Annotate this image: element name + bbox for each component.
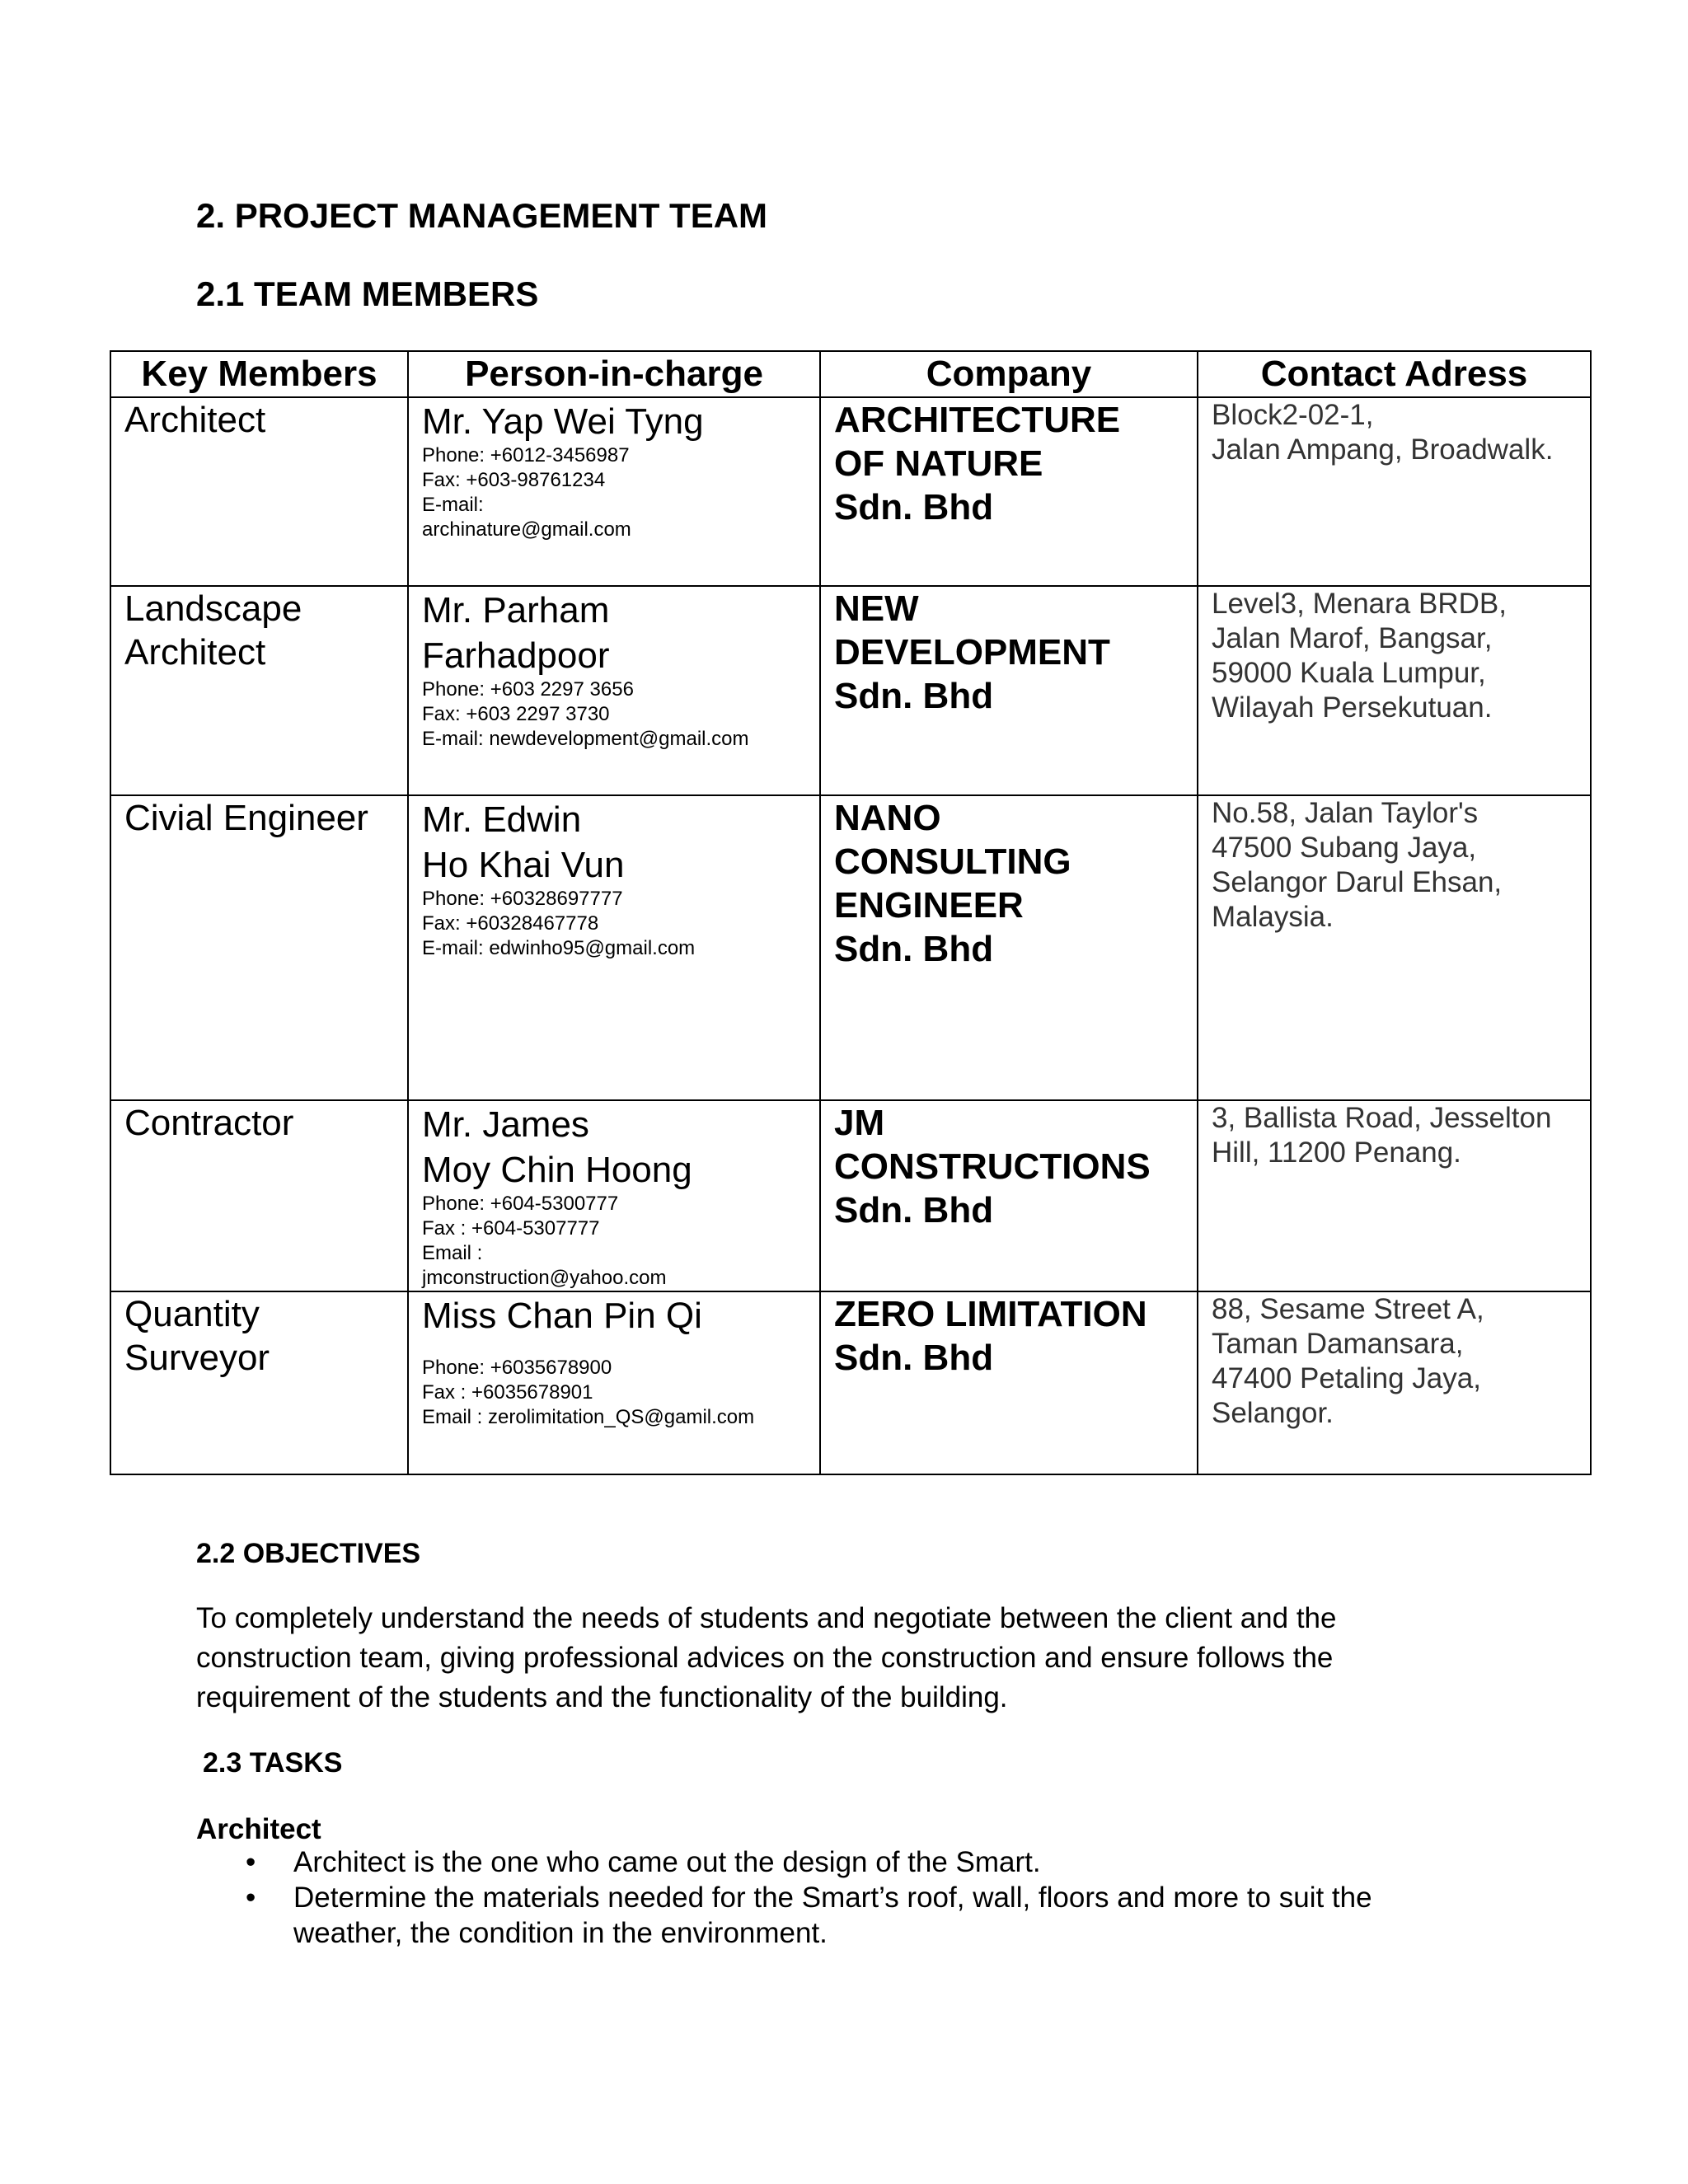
company-name-line: Sdn. Bhd [834,487,994,527]
address-line: 47500 Subang Jaya, [1212,832,1477,864]
person-name: Mr. James [422,1104,589,1145]
address-line: 88, Sesame Street A, [1212,1293,1484,1325]
person-contact-line: E-mail: [422,494,484,516]
objectives-heading: 2.2 OBJECTIVES [196,1538,421,1569]
bullet-icon: • [246,1882,256,1914]
cell-company [820,1100,1198,1291]
cell-company [820,795,1198,1100]
person-contact-line: Fax : +604-5307777 [422,1217,600,1240]
company-name-line: JM [834,1103,885,1143]
cell-contact-address [1198,1291,1591,1474]
cell-key-member [110,397,408,586]
architect-task-list [196,1844,1482,1951]
person-contact-line: Email : [422,1242,483,1264]
person-contact-line: E-mail: edwinho95@gmail.com [422,937,696,959]
key-member-text: Surveyor [124,1338,270,1378]
objectives-paragraph: To completely understand the needs of students and negotiate between the client and the construction team, giving professional advices on the construction and ensure follows the requirement of the students and the functionality of the building. [196,1602,1337,1713]
cell-contact-address [1198,397,1591,586]
cell-person-in-charge [408,1100,820,1291]
company-name-line: NANO [834,798,941,838]
company-name-line: ZERO LIMITATION [834,1294,1147,1334]
cell-key-member [110,795,408,1100]
cell-person-in-charge [408,795,820,1100]
header-company: Company [820,351,1198,397]
list-item [196,1880,1482,1951]
cell-company [820,397,1198,586]
table-row [110,1100,1591,1291]
table-row [110,1291,1591,1474]
team-members-table [110,350,1592,1475]
cell-key-member [110,1291,408,1474]
table-row [110,795,1591,1100]
task-text: Architect is the one who came out the design of the Smart. [293,1846,1041,1878]
team-members-heading: 2.1 TEAM MEMBERS [196,274,539,313]
cell-company [820,586,1198,795]
person-contact-line: Fax: +603-98761234 [422,469,606,491]
person-contact-line: Phone: +6035678900 [422,1357,612,1379]
key-member-text: Contractor [124,1103,294,1143]
cell-contact-address [1198,586,1591,795]
cell-key-member [110,586,408,795]
table-row [110,397,1591,586]
tasks-heading: 2.3 TASKS [203,1747,343,1779]
cell-contact-address [1198,1100,1591,1291]
address-line: Selangor Darul Ehsan, [1212,866,1503,898]
cell-contact-address [1198,795,1591,1100]
company-name-line: OF NATURE [834,443,1043,484]
header-contact-address: Contact Adress [1198,351,1591,397]
key-member-text: Architect [124,632,266,673]
company-name-line: Sdn. Bhd [834,1338,994,1378]
person-name: Ho Khai Vun [422,845,625,885]
person-contact-line: Fax : +6035678901 [422,1381,593,1404]
bullet-icon: • [246,1846,256,1878]
address-line: Hill, 11200 Penang. [1212,1137,1461,1169]
person-name: Farhadpoor [422,635,610,676]
person-contact-line: Phone: +604-5300777 [422,1193,619,1215]
person-contact-line: Phone: +603 2297 3656 [422,678,634,701]
person-contact-line: Fax: +60328467778 [422,912,599,935]
company-name-line: CONSULTING [834,841,1071,882]
person-name: Moy Chin Hoong [422,1150,692,1190]
company-name-line: NEW [834,588,919,629]
key-member-text: Civial Engineer [124,798,368,838]
cell-person-in-charge [408,586,820,795]
company-name-line: Sdn. Bhd [834,929,994,969]
address-line: Jalan Marof, Bangsar, [1212,622,1493,654]
header-key-members: Key Members [110,351,408,397]
cell-key-member [110,1100,408,1291]
person-name: Mr. Yap Wei Tyng [422,401,704,442]
company-name-line: DEVELOPMENT [834,632,1110,673]
address-line: Wilayah Persekutuan. [1212,691,1493,724]
person-contact-line: archinature@gmail.com [422,518,631,541]
list-item [196,1844,1482,1880]
header-person-in-charge: Person-in-charge [408,351,820,397]
address-line: No.58, Jalan Taylor's [1212,797,1479,829]
person-contact-line: Phone: +60328697777 [422,888,623,910]
address-line: 47400 Petaling Jaya, [1212,1362,1481,1394]
key-member-text: Quantity [124,1294,260,1334]
company-name-line: Sdn. Bhd [834,676,994,716]
person-contact-line: E-mail: newdevelopment@gmail.com [422,728,749,750]
cell-person-in-charge [408,397,820,586]
section-title: 2. PROJECT MANAGEMENT TEAM [196,196,768,235]
table-header-row [110,351,1591,397]
address-line: Selangor. [1212,1397,1334,1429]
address-line: Malaysia. [1212,901,1334,933]
address-line: Block2-02-1, [1212,399,1374,431]
person-name: Miss Chan Pin Qi [422,1296,702,1336]
cell-person-in-charge [408,1291,820,1474]
task-text: Determine the materials needed for the Smart’s roof, wall, floors and more to suit the weather, the condition in the environment. [293,1882,1372,1949]
person-contact-line: Fax: +603 2297 3730 [422,703,610,725]
address-line: 59000 Kuala Lumpur, [1212,657,1486,689]
key-member-text: Architect [124,400,266,440]
company-name-line: ARCHITECTURE [834,400,1121,440]
address-line: Jalan Ampang, Broadwalk. [1212,434,1554,466]
person-contact-line: jmconstruction@yahoo.com [422,1267,667,1289]
key-member-text: Landscape [124,588,302,629]
table-row [110,586,1591,795]
address-line: 3, Ballista Road, Jesselton [1212,1102,1552,1134]
cell-company [820,1291,1198,1474]
person-contact-line: Email : zerolimitation_QS@gamil.com [422,1406,755,1428]
company-name-line: ENGINEER [834,885,1024,926]
person-contact-line: Phone: +6012-3456987 [422,444,630,466]
tasks-architect-subheading: Architect [196,1813,321,1845]
company-name-line: Sdn. Bhd [834,1190,994,1230]
person-contact-line [422,1338,806,1356]
company-name-line: CONSTRUCTIONS [834,1146,1151,1187]
address-line: Taman Damansara, [1212,1328,1464,1360]
person-name: Mr. Parham [422,590,610,630]
address-line: Level3, Menara BRDB, [1212,588,1507,620]
person-name: Mr. Edwin [422,799,582,840]
